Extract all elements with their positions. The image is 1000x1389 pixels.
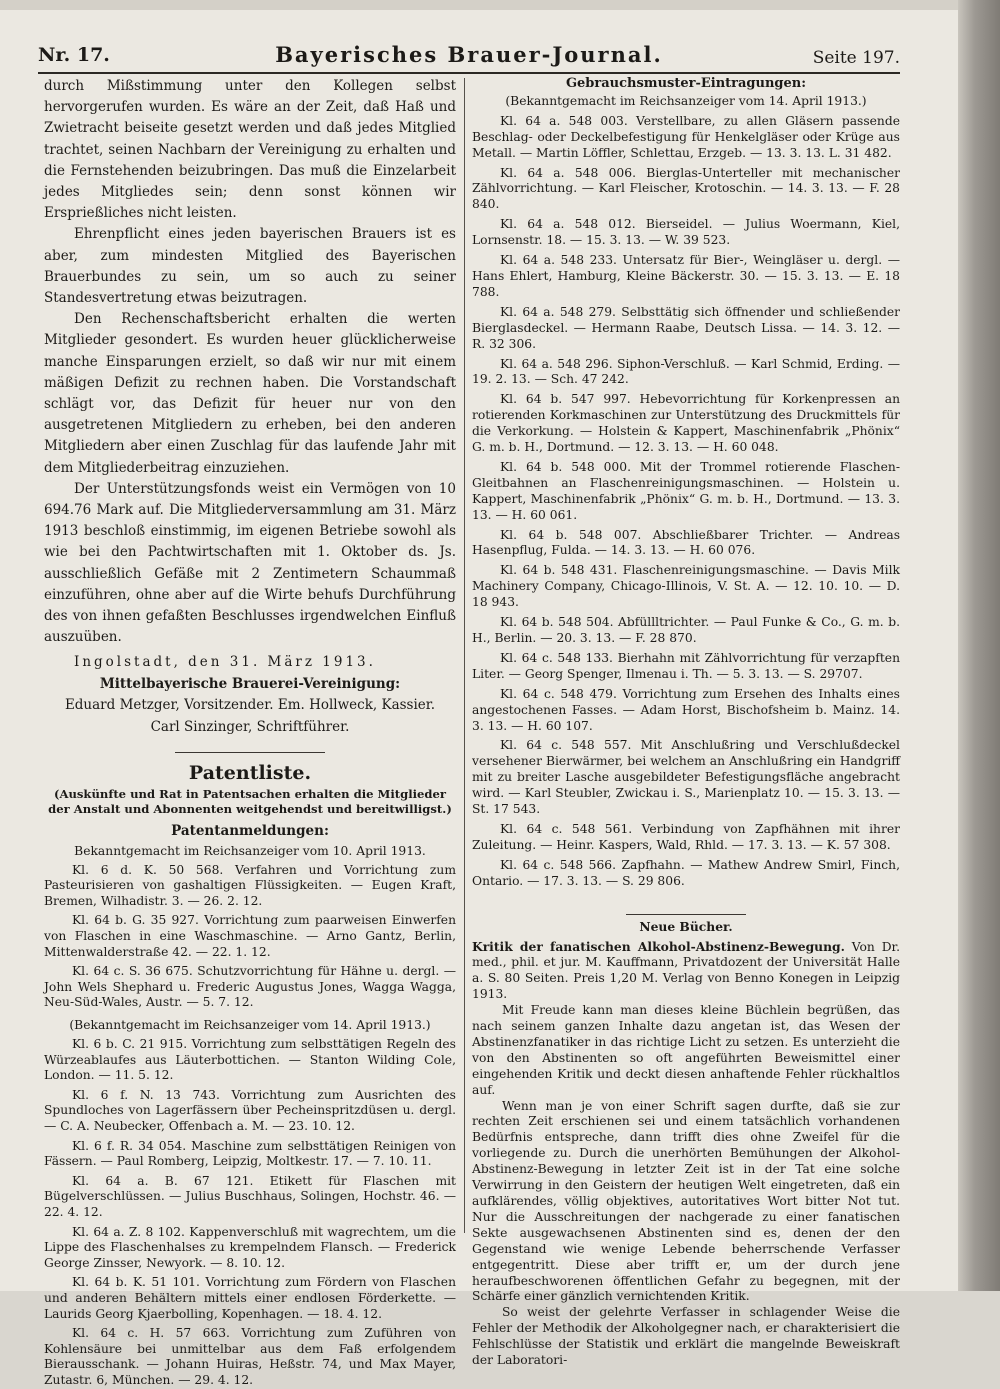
patent-entry: Kl. 64 a. B. 67 121. Etikett für Flaschen mit Bügelverschlüssen. — Julius Buschhaus, Solingen, Hochstr. 46. — 22. 4. 12.: [44, 1173, 456, 1219]
review-paragraph: Wenn man je von einer Schrift sagen durfte, daß sie zur rechten Zeit erschienen sei und einem tatsächlich vorhandenen Bedürfnis entspreche, dann trifft dies ohne Zweifel für die vorliegende zu. Durch die unerhörten Bemühungen der Alkohol-Abstinenz-Bewegung in letzter Zeit ist in der Tat eine solche Verwirrung in den Geistern der heutigen Welt eingetreten, daß ein aufklärendes, völlig objektives, autoritatives Wort bitter Not tut. Nur die Ausschreitungen der nachgerade zu einer fanatischen Sekte ausgewachsenen Abstinenten sind es, denen der den Gegenstand wie wenige Lebende beherrschende Verfasser entgegentritt. Diese aber trifft er, um der durch jene heraufbeschworenen öffentlichen Gefahr zu begegnen, mit der Schärfe einer gänzlich vernichtenden Kritik.: [472, 1098, 900, 1304]
patent-entry: Kl. 64 b. K. 51 101. Vorrichtung zum Fördern von Flaschen und anderen Behältern mittels einer endlosen Förderkette. — Laurids Georg Kjaerbolling, Kopenhagen. — 18. 4. 12.: [44, 1275, 456, 1321]
patent-entry: Kl. 6 d. K. 50 568. Verfahren und Vorrichtung zum Pasteurisieren von gashaltigen Flüssigkeiten. — Eugen Kraft, Bremen, Wilhadistr. 3. — 26. 2. 12.: [44, 862, 456, 908]
issue-number: Nr. 17.: [38, 44, 110, 66]
section-divider: [175, 752, 325, 753]
subsection-title: Patentanmeldungen:: [171, 822, 329, 839]
page-number: Seite 197.: [812, 48, 900, 68]
journal-title: Bayerisches Brauer-Journal.: [275, 42, 663, 67]
page-binding-edge: [958, 0, 1000, 1291]
patent-entry: Kl. 64 a. Z. 8 102. Kappenverschluß mit wagrechtem, um die Lippe des Flaschenhalses zu krempelndem Flansch. — Frederick George Zinsser, Newyork. — 8. 10. 12.: [44, 1224, 456, 1270]
signature-line: Eduard Metzger, Vorsitzender. Em. Hollweck, Kassier.: [64, 696, 436, 713]
paragraph: Der Unterstützungsfonds weist ein Vermögen von 10 694.76 Mark auf. Die Mitgliederversammlung am 31. März 1913 beschloß einstimmig, im eigenen Betriebe sowohl als wie bei den Pachtwirtschaften mit 1. Oktober ds. Js. ausschließlich Gefäße mit 2 Zentimetern Schaummaß einzuführen, ohne aber auf die Wirte behufs Durchführung des von ihnen gefaßten Beschlusses irgendwelchen Einfluß auszuüben.: [44, 480, 456, 646]
patent-entry: Kl. 64 c. S. 36 675. Schutzvorrichtung für Hähne u. dergl. — John Wels Shephard u. Frederic Augustus Jones, Wagga Wagga, Neu-Süd-Wales, Austr. — 5. 7. 12.: [44, 964, 456, 1010]
section-title: Neue Bücher.: [639, 918, 733, 934]
utility-model-entry: Kl. 64 a. 548 296. Siphon-Verschluß. — Karl Schmid, Erding. — 19. 2. 13. — Sch. 47 242.: [472, 356, 900, 387]
section-divider: [626, 914, 746, 915]
review-paragraph: So weist der gelehrte Verfasser in schlagender Weise die Fehler der Methodik der Alkoholgegner nach, er charakterisiert die Fehlschlüsse der Statistik und erklärt die mangelnde Beweiskraft der Laboratori-: [472, 1305, 900, 1368]
paragraph: Den Rechenschaftsbericht erhalten die werten Mitglieder gesondert. Es wurden heuer glücklicherweise manche Einsparungen erzielt, so daß wir nur mit einem mäßigen Defizit zu rechnen haben. Die Vorstandschaft schlägt vor, das Defizit für heuer nur von den ausgetretenen Mitgliedern zu erheben, bei den anderen Mitgliedern aber einen Zuschlag für das laufende Jahr mit dem Mitgliederbeitrag einzuziehen.: [44, 311, 456, 476]
review-paragraph: Mit Freude kann man dieses kleine Büchlein begrüßen, das nach seinem ganzen Inhalte dazu angetan ist, das Wesen der Abstinenzfanatiker in das richtige Licht zu setzen. Es unterzieht die von den Abstinenten so oft angeführten Beweismittel einer eingehenden Kritik und deckt diesen anhaftende Fehler rückhaltlos auf.: [472, 1003, 900, 1097]
publication-note: (Bekanntgemacht im Reichsanzeiger vom 14. April 1913.): [69, 1018, 431, 1033]
page-top-edge: [0, 0, 1000, 10]
header-rule: [38, 72, 900, 74]
utility-model-entry: Kl. 64 c. 548 557. Mit Anschlußring und Verschlußdeckel versehener Bierwärmer, bei welchem an Anschlußring ein Handgriff mit zu breiter Lasche ausgebildeter Befestigungsfläche angebracht wird. — Karl Steubler, Zwickau i. S., Marienplatz 10. — 15. 3. 13. — St. 17 543.: [472, 738, 900, 817]
publication-note: (Bekanntgemacht im Reichsanzeiger vom 14. April 1913.): [505, 93, 867, 108]
utility-model-entry: Kl. 64 b. 548 007. Abschließbarer Trichter. — Andreas Hasenpflug, Fulda. — 14. 3. 13. — H. 60 076.: [472, 527, 900, 558]
utility-model-entry: Kl. 64 a. 548 003. Verstellbare, zu allen Gläsern passende Beschlag- oder Deckelbefestigung für Henkelgläser oder Krüge aus Metall. — Martin Löffler, Schlettau, Erzgeb. — 13. 3. 13. L. 31 482.: [472, 113, 900, 160]
column-divider: [464, 78, 465, 1233]
patent-entry: Kl. 64 c. H. 57 663. Vorrichtung zum Zuführen von Kohlensäure bei unmittelbar aus dem Faß erfolgendem Bierausschank. — Johann Huiras, Heßstr. 74, und Max Mayer, Zutastr. 6, München. — 29. 4. 12.: [44, 1326, 456, 1387]
review-bibliography: Von Dr. med., phil. et jur. M. Kauffmann, Privatdozent der Universität Halle a. S. 80 Seiten. Preis 1,20 M. Verlag von Benno Konegen in Leipzig 1913.: [472, 939, 900, 1002]
patent-entry: Kl. 6 f. R. 34 054. Maschine zum selbsttätigen Reinigen von Fässern. — Paul Romberg, Leipzig, Moltkestr. 17. — 7. 10. 11.: [44, 1138, 456, 1169]
utility-model-entry: Kl. 64 a. 548 279. Selbsttätig sich öffnender und schließender Bierglasdeckel. — Hermann Raabe, Deutsch Lissa. — 14. 3. 12. — R. 32 306.: [472, 304, 900, 351]
subsection-title: Gebrauchsmuster-Eintragungen:: [565, 76, 807, 91]
review-book-title: Kritik der fanatischen Alkohol-Abstinenz-Bewegung.: [472, 938, 845, 954]
utility-model-entry: Kl. 64 c. 548 561. Verbindung von Zapfhähnen mit ihrer Zuleitung. — Heinr. Kaspers, Wald, Rhld. — 17. 3. 13. — K. 57 308.: [472, 821, 900, 852]
publication-note: Bekanntgemacht im Reichsanzeiger vom 10. April 1913.: [74, 843, 426, 858]
utility-model-entry: Kl. 64 c. 548 479. Vorrichtung zum Ersehen des Inhalts eines angestochenen Fasses. — Adam Horst, Bischofsheim b. Mainz. 14. 3. 13. — H. 60 107.: [472, 686, 900, 733]
utility-model-entry: Kl. 64 a. 548 012. Bierseidel. — Julius Woermann, Kiel, Lornsenstr. 18. — 15. 3. 13. — W. 39 523.: [472, 217, 900, 248]
right-column: [472, 76, 900, 1369]
section-title: Patentliste.: [188, 761, 312, 784]
place-date: Ingolstadt, den 31. März 1913.: [74, 654, 376, 671]
page-header: [38, 38, 900, 72]
utility-model-entry: Kl. 64 b. 548 431. Flaschenreinigungsmaschine. — Davis Milk Machinery Company, Chicago-Illinois, V. St. A. — 12. 10. 10. — D. 18 943.: [472, 563, 900, 610]
utility-model-entry: Kl. 64 c. 548 133. Bierhahn mit Zählvorrichtung für verzapften Liter. — Georg Spenger, Ilmenau i. Th. — 5. 3. 13. — S. 29707.: [472, 650, 900, 681]
utility-model-entry: Kl. 64 a. 548 233. Untersatz für Bier-, Weingläser u. dergl. — Hans Ehlert, Hamburg, Kleine Bäckerstr. 30. — 15. 3. 13. — E. 18 788.: [472, 253, 900, 299]
paragraph: durch Mißstimmung unter den Kollegen selbst hervorgerufen wurden. Es wäre an der Zeit, daß Haß und Zwietracht beiseite gesetzt werden und daß jedes Mitglied trachtet, seinen Nachbarn der Vereinigung zu erhalten und die Fernstehenden beizubringen. Das muß die Einzelarbeit jedes Mitgliedes sein; denn sonst können wir Ersprießliches nicht leisten.: [44, 78, 456, 222]
book-review: [472, 939, 900, 1369]
review-intro: [472, 939, 900, 1004]
patent-entry: Kl. 6 b. C. 21 915. Vorrichtung zum selbsttätigen Regeln des Würzeablaufes aus Läuterbottichen. — Stanton Wilding Cole, London. — 11. 5. 12.: [44, 1037, 456, 1083]
utility-model-entry: Kl. 64 b. 548 504. Abfüllltrichter. — Paul Funke & Co., G. m. b. H., Berlin. — 20. 3. 13. — F. 28 870.: [472, 615, 900, 645]
signature-line: Carl Sinzinger, Schriftführer.: [150, 718, 350, 735]
patent-entry: Kl. 64 b. G. 35 927. Vorrichtung zum paarweisen Einwerfen von Flaschen in eine Waschmaschine. — Arno Gantz, Berlin, Mittenwalderstraße 42. — 22. 1. 12.: [44, 913, 456, 959]
association-name: Mittelbayerische Brauerei-Vereinigung:: [99, 675, 401, 692]
utility-model-entry: Kl. 64 b. 547 997. Hebevorrichtung für Korkenpressen an rotierenden Korkmaschinen zur Unterstützung des Druckmittels für die Verkorkung. — Holstein & Kappert, Maschinenfabrik „Phönix“ G. m. b. H., Dortmund. — 12. 3. 13. — H. 60 048.: [472, 392, 900, 455]
section-note: (Auskünfte und Rat in Patentsachen erhalten die Mitglieder der Anstalt und Abonnenten weitgehendst und bereitwilligst.): [48, 786, 452, 816]
utility-model-entry: Kl. 64 a. 548 006. Bierglas-Unterteller mit mechanischer Zählvorrichtung. — Karl Fleischer, Krotoschin. — 14. 3. 13. — F. 28 840.: [472, 165, 900, 212]
utility-model-entry: Kl. 64 b. 548 000. Mit der Trommel rotierende Flaschen-Gleitbahnen an Flaschenreinigungsmaschinen. — Holstein u. Kappert, Maschinenfabrik „Phönix“ G. m. b. H., Dortmund. — 13. 3. 13. — H. 60 061.: [472, 459, 900, 522]
utility-model-entry: Kl. 64 c. 548 566. Zapfhahn. — Mathew Andrew Smirl, Finch, Ontario. — 17. 3. 13. — S. 29 806.: [472, 857, 900, 888]
paragraph: Ehrenpflicht eines jeden bayerischen Brauers ist es aber, zum mindesten Mitglied des Bayerischen Brauerbundes zu sein, um so auch zu seiner Standesvertretung etwas beizutragen.: [44, 226, 456, 307]
left-column: [44, 76, 456, 1389]
patent-entry: Kl. 6 f. N. 13 743. Vorrichtung zum Ausrichten des Spundloches von Lagerfässern über Pecheinspritzdüsen u. dergl. — C. A. Neubecker, Offenbach a. M. — 23. 10. 12.: [44, 1087, 456, 1133]
